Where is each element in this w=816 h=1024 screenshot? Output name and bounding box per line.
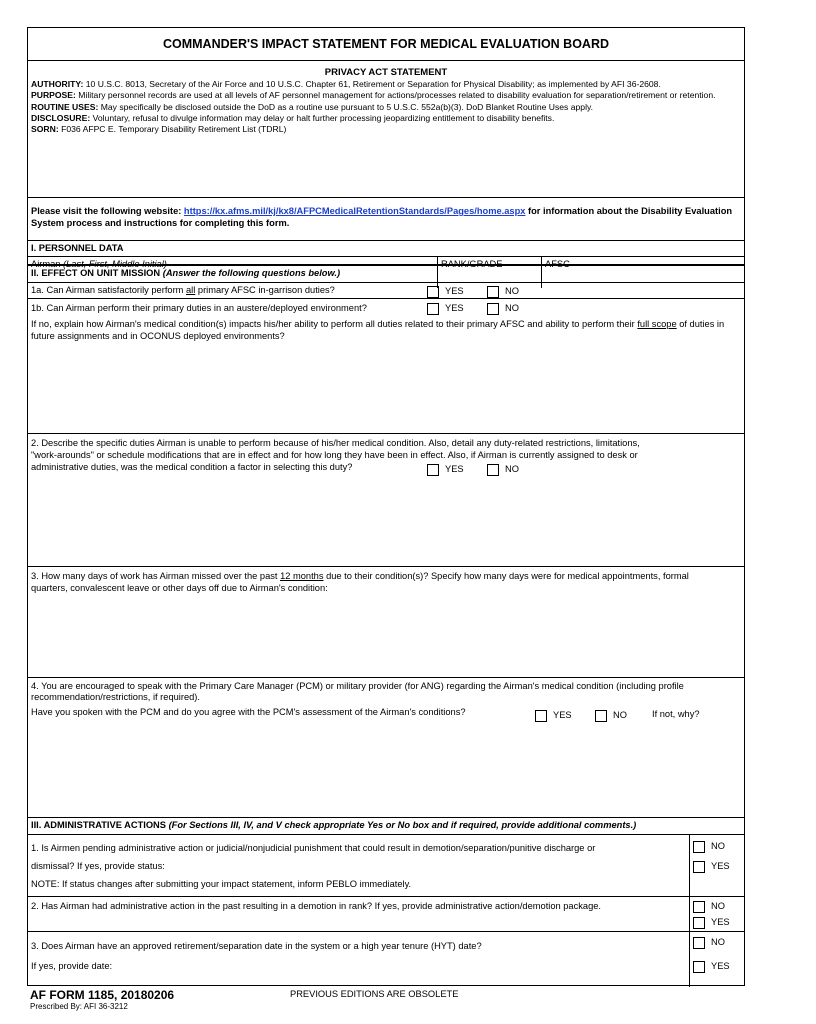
admin-q3-no[interactable]: NO: [693, 936, 725, 949]
checkbox-icon[interactable]: [427, 303, 439, 315]
checkbox-icon[interactable]: [487, 464, 499, 476]
checkbox-icon[interactable]: [427, 464, 439, 476]
admin-q3-block: [28, 931, 744, 987]
purpose-line: PURPOSE: Military personnel records are used at all levels of AF personnel management for actions/processes related to disability evaluation for separation/retirement or retention.: [31, 90, 716, 101]
q1b-block[interactable]: [28, 298, 744, 433]
checkbox-icon[interactable]: [693, 937, 705, 949]
sorn-line: SORN: F036 AFPC E. Temporary Disability Retirement List (TDRL): [31, 124, 287, 135]
q4-no[interactable]: NO: [595, 709, 627, 722]
q3-block[interactable]: [28, 566, 744, 677]
admin-q3-yes[interactable]: YES: [693, 960, 730, 973]
q4-yes[interactable]: YES: [535, 709, 572, 722]
website-instructions: Please visit the following website: https://kx.afms.mil/kj/kx8/AFPCMedicalRetentionStandards/Pages/home.aspx for information about the Disability Evaluation System process and instructions for completing this form.: [28, 197, 744, 240]
form-footer: [30, 989, 174, 1011]
afpc-website-link[interactable]: https://kx.afms.mil/kj/kx8/AFPCMedicalRetentionStandards/Pages/home.aspx: [183, 206, 526, 216]
section-2-heading-text: II. EFFECT ON UNIT MISSION (Answer the following questions below.): [28, 265, 744, 282]
admin-q1-options: [689, 835, 744, 896]
section-1-heading: I. PERSONNEL DATA: [28, 240, 744, 256]
admin-q2-options: [689, 897, 744, 931]
q1b-yes[interactable]: YES: [427, 302, 464, 315]
admin-q3-options: [689, 932, 744, 987]
checkbox-icon[interactable]: [693, 841, 705, 853]
q1b-no[interactable]: NO: [487, 302, 519, 315]
admin-q3-text: 3. Does Airman have an approved retirement/separation date in the system or a high year tenure (HYT) date? If yes, provide date:: [31, 941, 482, 971]
q1a-text: 1a. Can Airman satisfactorily perform all primary AFSC in-garrison duties?: [31, 285, 335, 295]
q2-yes[interactable]: YES: [427, 463, 464, 476]
q1a-no[interactable]: NO: [487, 285, 519, 298]
routine-uses-line: ROUTINE USES: May specifically be disclosed outside the DoD as a routine use pursuant to 5 U.S.C. 552a(b)(3). DoD Blanket Routine Uses apply.: [31, 101, 594, 112]
form-title: COMMANDER'S IMPACT STATEMENT FOR MEDICAL EVALUATION BOARD: [162, 37, 609, 51]
admin-q2-no[interactable]: NO: [693, 900, 725, 913]
q4-if-not: If not, why?: [652, 709, 700, 719]
checkbox-icon[interactable]: [595, 710, 607, 722]
q4-block[interactable]: [28, 677, 744, 817]
obsolete-notice: PREVIOUS EDITIONS ARE OBSOLETE: [290, 989, 459, 999]
admin-q1-no[interactable]: NO: [693, 840, 725, 853]
q2-no[interactable]: NO: [487, 463, 519, 476]
airman-name-field[interactable]: Airman (Last, First, Middle Initial): [31, 259, 167, 269]
form-number: AF FORM 1185, 20180206: [30, 988, 175, 1002]
admin-q2-text: 2. Has Airman had administrative action in the past resulting in a demotion in rank? If yes, provide administrative action/demotion package.: [31, 901, 601, 911]
q3-text: 3. How many days of work has Airman missed over the past 12 months due to their condition(s)? Specify how many days were for medical appointments, formal quarters, convalescent leave or other days off due to Airman's condition:: [31, 571, 689, 593]
prescribed-by: Prescribed By: AFI 36-3212: [30, 1002, 128, 1011]
q4-text: 4. You are encouraged to speak with the Primary Care Manager (PCM) or military provider (for ANG) regarding the Airman's medical condition (including profile recommendation/restrictions, if required).: [31, 681, 684, 702]
checkbox-icon[interactable]: [693, 861, 705, 873]
q4-question: Have you spoken with the PCM and do you agree with the PCM's assessment of the Airman's conditions?: [31, 707, 466, 717]
admin-q1-block: [28, 834, 744, 896]
privacy-act-statement: [28, 60, 744, 197]
q2-block[interactable]: [28, 433, 744, 566]
checkbox-icon[interactable]: [487, 286, 499, 298]
q2-text: 2. Describe the specific duties Airman is unable to perform because of his/her medical condition. Also, detail any duty-related restrictions, limitations, "work-arounds" or schedule modifications that are in effect and for how long they have been in effect. Also, if Airman is currently assigned to desk or administrative duties, was the medical condition a factor in selecting this duty?: [31, 438, 640, 472]
q1a-row: [28, 282, 744, 298]
q1a-yes[interactable]: YES: [427, 285, 464, 298]
admin-q1-yes[interactable]: YES: [693, 860, 730, 873]
privacy-heading: PRIVACY ACT STATEMENT: [324, 67, 448, 78]
admin-q2-yes[interactable]: YES: [693, 916, 730, 929]
afsc-field[interactable]: AFSC: [541, 257, 744, 288]
section-3-heading: III. ADMINISTRATIVE ACTIONS (For Sections III, IV, and V check appropriate Yes or No box and if required, provide additional comments.): [28, 817, 744, 834]
admin-q2-block: [28, 896, 744, 931]
rank-grade-field[interactable]: RANK/GRADE: [437, 257, 541, 288]
checkbox-icon[interactable]: [487, 303, 499, 315]
checkbox-icon[interactable]: [693, 917, 705, 929]
disclosure-line: DISCLOSURE: Voluntary, refusal to divulge information may delay or halt further processing jeopardizing entitlement to disability benefits.: [31, 112, 555, 123]
checkbox-icon[interactable]: [693, 961, 705, 973]
checkbox-icon[interactable]: [427, 286, 439, 298]
q1b-text: 1b. Can Airman perform their primary duties in an austere/deployed environment?: [31, 303, 367, 313]
q1b-explain: If no, explain how Airman's medical condition(s) impacts his/her ability to perform all duties related to their primary AFSC and ability to perform their full scope of duties in future assignments and in OCONUS deployed environments?: [31, 319, 725, 341]
impact-statement-form: [27, 27, 745, 986]
admin-q1-text: 1. Is Airmen pending administrative action or judicial/nonjudicial punishment that could result in demotion/separation/punitive discharge or dismissal? If yes, provide status: NOTE: If status changes after submitting your impact statement, inform PEBLO immediately.: [31, 843, 596, 889]
checkbox-icon[interactable]: [693, 901, 705, 913]
checkbox-icon[interactable]: [535, 710, 547, 722]
authority-line: AUTHORITY: 10 U.S.C. 8013, Secretary of the Air Force and 10 U.S.C. Chapter 61, Retirement or Separation for Physical Disability; as implemented by AFI 36-2608.: [31, 79, 661, 90]
